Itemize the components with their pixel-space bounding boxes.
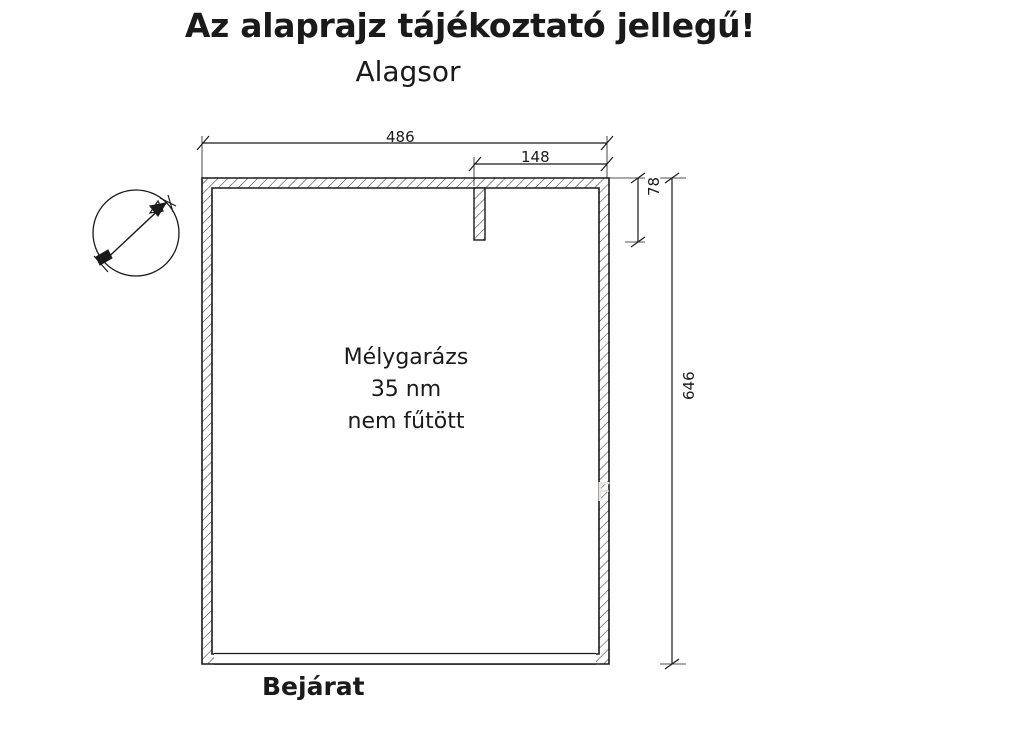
dimension-label-right-overall: 646 xyxy=(680,371,698,400)
dimension-line-right-overall xyxy=(660,173,686,669)
room-label-group xyxy=(266,342,546,438)
page-subtitle: Alagsor xyxy=(355,55,461,88)
room-heating: nem fűtött xyxy=(347,409,465,434)
watermark-mark: F xyxy=(596,478,611,508)
north-arrow-icon xyxy=(93,190,179,276)
page-title: Az alaprajz tájékoztató jellegű! xyxy=(184,6,756,45)
dimension-label-top-partial: 148 xyxy=(521,148,550,166)
dimension-label-top-overall: 486 xyxy=(386,128,415,146)
room-area: 35 nm xyxy=(370,377,442,402)
entrance-label: Bejárat xyxy=(262,672,365,701)
interior-partition xyxy=(474,188,485,240)
entrance-opening xyxy=(214,653,596,664)
dimension-line-right-upper xyxy=(609,173,645,247)
dimension-label-right-upper: 78 xyxy=(645,176,663,196)
room-name: Mélygarázs xyxy=(343,345,469,370)
